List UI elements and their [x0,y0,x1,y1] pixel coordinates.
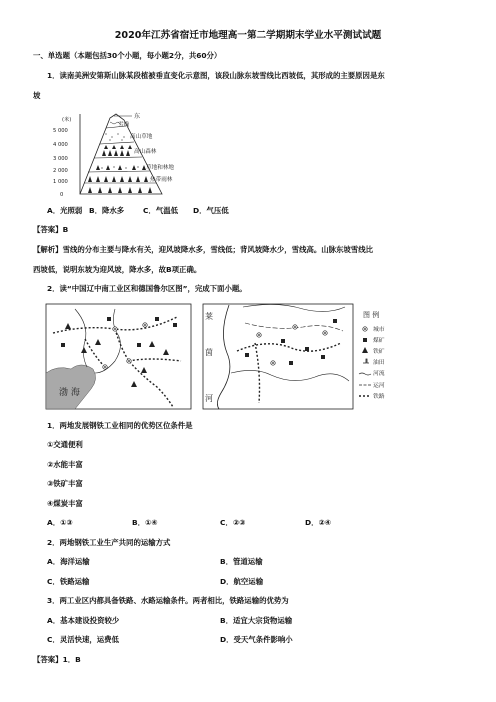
altitude-tick: 1 000 [53,179,68,185]
q2-sub2-option-d: D．航空运输 [220,577,264,586]
rhine-label: 莱 [205,312,213,321]
industrial-region-maps [45,303,395,411]
legend-item: 油田 [373,360,385,366]
q1-stem-line2: 坡 [33,91,41,100]
q2-sub1-item: ④煤炭丰富 [47,499,83,508]
rhine-label: 河 [205,394,213,403]
legend-item: 城市 [373,327,385,333]
q2-sub3-option-d: D．受天气条件影响小 [220,635,293,644]
q2-sub1-item: ②水能丰富 [47,460,83,469]
altitude-tick: 3 000 [53,156,68,162]
altitude-tick: 2 000 [53,168,68,174]
q1-option-d: D．气压低 [193,206,229,215]
sea-label: 渤 海 [59,388,80,398]
q2-sub1-option-a: A．①③ [47,518,73,527]
legend-item: 河流 [373,371,385,377]
q1-analysis-line2: 西坡低，说明东坡为迎风坡，降水多，故B项正确。 [33,265,202,274]
document-title: 2020年江苏省宿迁市地理高一第二学期期末学业水平测试试题 [114,30,382,41]
vegetation-zone-diagram [44,112,194,200]
zone-label: 草地和林地 [146,165,174,171]
q2-sub1-option-c: C．②③ [220,518,246,527]
q1-option-b: B．降水多 [89,206,125,215]
zone-label: 雪线 [118,122,130,128]
q2-sub2-option-a: A．海洋运输 [47,557,90,566]
east-label: 东 [134,113,141,120]
q2-answer: 【答案】1．B [33,655,81,664]
q1-option-a: A．光照弱 [47,206,83,215]
q2-sub1-stem: 1．两地发展钢铁工业相同的优势区位条件是 [47,421,193,430]
legend-item: 运河 [373,383,385,389]
rhine-label: 茵 [205,348,213,357]
q2-sub1-option-d: D．②④ [305,518,332,527]
q2-sub3-option-c: C．灵活快速，运费低 [47,635,119,644]
q1-analysis-line1: 【解析】雪线的分布主要与降水有关，迎风坡降水多，雪线低；背风坡降水少，雪线高。山脉东坡雪线比 [33,245,373,254]
legend-item: 铁矿 [373,349,385,355]
q1-stem-line1: 1．读南美洲安第斯山脉某段植被垂直变化示意图，该段山脉东坡雪线比西坡低，其形成的主要原因是东 [47,71,385,80]
q2-stem: 2．读“中国辽中南工业区和德国鲁尔区图”，完成下面小题。 [47,284,247,293]
q2-sub1-item: ③铁矿丰富 [47,479,83,488]
legend-item: 铁路 [373,394,385,400]
altitude-tick: 5 000 [53,128,68,134]
zone-label: 高山草地 [130,134,153,140]
altitude-tick: 0 [60,192,64,198]
zone-label: 高山森林 [134,149,157,155]
q2-sub1-option-b: B．①④ [132,518,158,527]
q1-option-c: C．气温低 [143,206,178,215]
q1-answer: 【答案】B [33,225,69,234]
section-heading: 一、单选题（本题包括30个小题，每小题2分，共60分） [33,51,222,60]
q2-sub2-option-b: B．管道运输 [220,557,263,566]
q2-sub3-stem: 3．两工业区内都具备铁路、水路运输条件。两者相比，铁路运输的优势为 [47,596,289,605]
q2-sub2-stem: 2．两地钢铁工业生产共同的运输方式 [47,538,171,547]
altitude-tick: 4 000 [53,142,68,148]
legend-item: 煤矿 [373,338,385,344]
zone-label: 热带雨林 [150,177,173,183]
unit-label: (米) [62,117,72,123]
q2-sub1-item: ①交通便利 [47,440,83,449]
legend-title: 图 例 [363,311,380,319]
q2-sub3-option-a: A．基本建设投资较少 [47,616,120,625]
q2-sub3-option-b: B．适宜大宗货物运输 [220,616,293,625]
q2-sub2-option-c: C．铁路运输 [47,577,90,586]
